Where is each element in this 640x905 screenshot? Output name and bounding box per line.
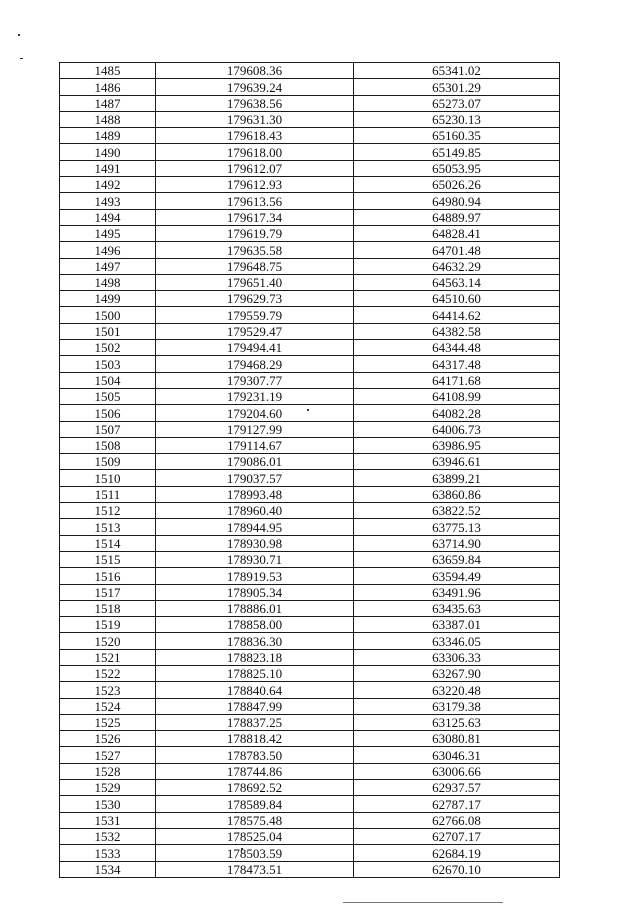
point-number-cell: 1523 [60,682,156,698]
point-number-cell: 1531 [60,812,156,828]
x-coordinate-cell: 179638.56 [156,95,354,111]
scan-speck [18,34,20,36]
x-coordinate-cell: 179086.01 [156,454,354,470]
table-row [60,747,560,763]
table-row [60,649,560,665]
y-coordinate-cell: 63080.81 [354,731,560,747]
point-number-cell: 1517 [60,584,156,600]
y-coordinate-cell: 65273.07 [354,95,560,111]
table-row [60,225,560,241]
table-row [60,356,560,372]
x-coordinate-cell: 179127.99 [156,421,354,437]
x-coordinate-cell: 178905.34 [156,584,354,600]
x-coordinate-cell: 179613.56 [156,193,354,209]
table-row [60,144,560,160]
table-row [60,519,560,535]
y-coordinate-cell: 64382.58 [354,323,560,339]
table-row [60,454,560,470]
table-row [60,421,560,437]
point-number-cell: 1502 [60,340,156,356]
x-coordinate-cell: 178473.51 [156,861,354,877]
table-row [60,388,560,404]
y-coordinate-cell: 65341.02 [354,63,560,79]
point-number-cell: 1495 [60,225,156,241]
y-coordinate-cell: 63860.86 [354,486,560,502]
x-coordinate-cell: 178744.86 [156,763,354,779]
point-number-cell: 1528 [60,763,156,779]
point-number-cell: 1522 [60,665,156,681]
table-row [60,828,560,844]
scan-speck [20,58,23,59]
y-coordinate-cell: 64108.99 [354,388,560,404]
scan-edge-line [343,902,503,903]
y-coordinate-cell: 63946.61 [354,454,560,470]
x-coordinate-cell: 178818.42 [156,731,354,747]
y-coordinate-cell: 64317.48 [354,356,560,372]
x-coordinate-cell: 178692.52 [156,780,354,796]
point-number-cell: 1520 [60,633,156,649]
table-row [60,845,560,861]
point-number-cell: 1486 [60,79,156,95]
table-row [60,307,560,323]
point-number-cell: 1492 [60,177,156,193]
table-row [60,372,560,388]
x-coordinate-cell: 178993.48 [156,486,354,502]
point-number-cell: 1529 [60,780,156,796]
point-number-cell: 1501 [60,323,156,339]
y-coordinate-cell: 63659.84 [354,551,560,567]
point-number-cell: 1490 [60,144,156,160]
x-coordinate-cell: 179639.24 [156,79,354,95]
x-coordinate-cell: 178589.84 [156,796,354,812]
point-number-cell: 1485 [60,63,156,79]
y-coordinate-cell: 63986.95 [354,437,560,453]
point-number-cell: 1521 [60,649,156,665]
table-row [60,209,560,225]
x-coordinate-cell: 179037.57 [156,470,354,486]
table-row [60,812,560,828]
table-row [60,682,560,698]
x-coordinate-cell: 178944.95 [156,519,354,535]
table-row [60,95,560,111]
table-row [60,633,560,649]
point-number-cell: 1493 [60,193,156,209]
x-coordinate-cell: 178783.50 [156,747,354,763]
point-number-cell: 1510 [60,470,156,486]
table-row [60,128,560,144]
table-row [60,780,560,796]
y-coordinate-cell: 64563.14 [354,274,560,290]
y-coordinate-cell: 65053.95 [354,160,560,176]
y-coordinate-cell: 64632.29 [354,258,560,274]
y-coordinate-cell: 64414.62 [354,307,560,323]
y-coordinate-cell: 64082.28 [354,405,560,421]
point-number-cell: 1508 [60,437,156,453]
y-coordinate-cell: 63346.05 [354,633,560,649]
y-coordinate-cell: 63125.63 [354,714,560,730]
x-coordinate-cell: 179635.58 [156,242,354,258]
x-coordinate-cell: 179468.29 [156,356,354,372]
table-row [60,486,560,502]
table-row [60,274,560,290]
point-number-cell: 1497 [60,258,156,274]
y-coordinate-cell: 62766.08 [354,812,560,828]
x-coordinate-cell: 178930.71 [156,551,354,567]
table-row [60,437,560,453]
point-number-cell: 1533 [60,845,156,861]
point-number-cell: 1525 [60,714,156,730]
x-coordinate-cell: 179648.75 [156,258,354,274]
x-coordinate-cell: 178858.00 [156,617,354,633]
x-coordinate-cell: 179618.43 [156,128,354,144]
x-coordinate-cell: 178847.99 [156,698,354,714]
point-number-cell: 1507 [60,421,156,437]
point-number-cell: 1494 [60,209,156,225]
table-row [60,617,560,633]
point-number-cell: 1530 [60,796,156,812]
x-coordinate-cell: 179307.77 [156,372,354,388]
y-coordinate-cell: 65149.85 [354,144,560,160]
y-coordinate-cell: 64701.48 [354,242,560,258]
y-coordinate-cell: 63179.38 [354,698,560,714]
y-coordinate-cell: 64889.97 [354,209,560,225]
y-coordinate-cell: 63491.96 [354,584,560,600]
y-coordinate-cell: 63006.66 [354,763,560,779]
y-coordinate-cell: 62670.10 [354,861,560,877]
x-coordinate-cell: 179114.67 [156,437,354,453]
point-number-cell: 1487 [60,95,156,111]
x-coordinate-cell: 179612.07 [156,160,354,176]
table-row [60,763,560,779]
point-number-cell: 1524 [60,698,156,714]
y-coordinate-cell: 63899.21 [354,470,560,486]
point-number-cell: 1504 [60,372,156,388]
y-coordinate-cell: 62937.57 [354,780,560,796]
y-coordinate-cell: 62787.17 [354,796,560,812]
x-coordinate-cell: 179612.93 [156,177,354,193]
y-coordinate-cell: 64980.94 [354,193,560,209]
x-coordinate-cell: 178825.10 [156,665,354,681]
point-number-cell: 1491 [60,160,156,176]
table-row [60,714,560,730]
table-row [60,111,560,127]
table-row [60,698,560,714]
point-number-cell: 1532 [60,828,156,844]
y-coordinate-cell: 64171.68 [354,372,560,388]
x-coordinate-cell: 178525.04 [156,828,354,844]
table-row [60,503,560,519]
x-coordinate-cell: 178837.25 [156,714,354,730]
table-row [60,340,560,356]
table-row [60,568,560,584]
point-number-cell: 1500 [60,307,156,323]
table-row [60,79,560,95]
x-coordinate-cell: 179231.19 [156,388,354,404]
point-number-cell: 1516 [60,568,156,584]
x-coordinate-cell: 178575.48 [156,812,354,828]
x-coordinate-cell: 178823.18 [156,649,354,665]
x-coordinate-cell: 179617.34 [156,209,354,225]
table-row [60,160,560,176]
table-row [60,470,560,486]
y-coordinate-cell: 63775.13 [354,519,560,535]
x-coordinate-cell: 178836.30 [156,633,354,649]
point-number-cell: 1506 [60,405,156,421]
point-number-cell: 1509 [60,454,156,470]
y-coordinate-cell: 62684.19 [354,845,560,861]
y-coordinate-cell: 62707.17 [354,828,560,844]
y-coordinate-cell: 64344.48 [354,340,560,356]
point-number-cell: 1488 [60,111,156,127]
point-number-cell: 1534 [60,861,156,877]
table-row [60,551,560,567]
x-coordinate-cell: 179559.79 [156,307,354,323]
x-coordinate-cell: 178960.40 [156,503,354,519]
point-number-cell: 1499 [60,291,156,307]
point-number-cell: 1505 [60,388,156,404]
point-number-cell: 1498 [60,274,156,290]
x-coordinate-cell: 179494.41 [156,340,354,356]
point-number-cell: 1514 [60,535,156,551]
x-coordinate-cell: 178886.01 [156,600,354,616]
y-coordinate-cell: 63435.63 [354,600,560,616]
point-number-cell: 1527 [60,747,156,763]
y-coordinate-cell: 63822.52 [354,503,560,519]
point-number-cell: 1512 [60,503,156,519]
x-coordinate-cell: 178919.53 [156,568,354,584]
x-coordinate-cell: 179204.60 [156,405,354,421]
x-coordinate-cell: 178503.59 [156,845,354,861]
table-row [60,535,560,551]
table-row [60,861,560,877]
y-coordinate-cell: 63220.48 [354,682,560,698]
x-coordinate-cell: 179618.00 [156,144,354,160]
y-coordinate-cell: 63306.33 [354,649,560,665]
x-coordinate-cell: 179651.40 [156,274,354,290]
y-coordinate-cell: 63594.49 [354,568,560,584]
y-coordinate-cell: 64006.73 [354,421,560,437]
y-coordinate-cell: 64510.60 [354,291,560,307]
y-coordinate-cell: 63267.90 [354,665,560,681]
y-coordinate-cell: 65230.13 [354,111,560,127]
y-coordinate-cell: 65301.29 [354,79,560,95]
point-number-cell: 1515 [60,551,156,567]
y-coordinate-cell: 63387.01 [354,617,560,633]
table-row [60,323,560,339]
y-coordinate-cell: 65026.26 [354,177,560,193]
table-row [60,405,560,421]
y-coordinate-cell: 63046.31 [354,747,560,763]
table-row [60,584,560,600]
x-coordinate-cell: 178930.98 [156,535,354,551]
point-number-cell: 1519 [60,617,156,633]
table-row [60,177,560,193]
x-coordinate-cell: 179619.79 [156,225,354,241]
table-row [60,63,560,79]
table-row [60,796,560,812]
table-row [60,193,560,209]
table-row [60,665,560,681]
x-coordinate-cell: 178840.64 [156,682,354,698]
x-coordinate-cell: 179629.73 [156,291,354,307]
table-row [60,731,560,747]
x-coordinate-cell: 179529.47 [156,323,354,339]
coordinates-table-body [60,63,560,878]
table-row [60,600,560,616]
point-number-cell: 1526 [60,731,156,747]
point-number-cell: 1513 [60,519,156,535]
y-coordinate-cell: 63714.90 [354,535,560,551]
point-number-cell: 1511 [60,486,156,502]
y-coordinate-cell: 64828.41 [354,225,560,241]
point-number-cell: 1518 [60,600,156,616]
table-row [60,258,560,274]
x-coordinate-cell: 179608.36 [156,63,354,79]
y-coordinate-cell: 65160.35 [354,128,560,144]
table-row [60,242,560,258]
x-coordinate-cell: 179631.30 [156,111,354,127]
table-row [60,291,560,307]
point-number-cell: 1489 [60,128,156,144]
point-number-cell: 1503 [60,356,156,372]
point-number-cell: 1496 [60,242,156,258]
coordinates-table-container [59,62,559,878]
coordinates-table [59,62,560,878]
